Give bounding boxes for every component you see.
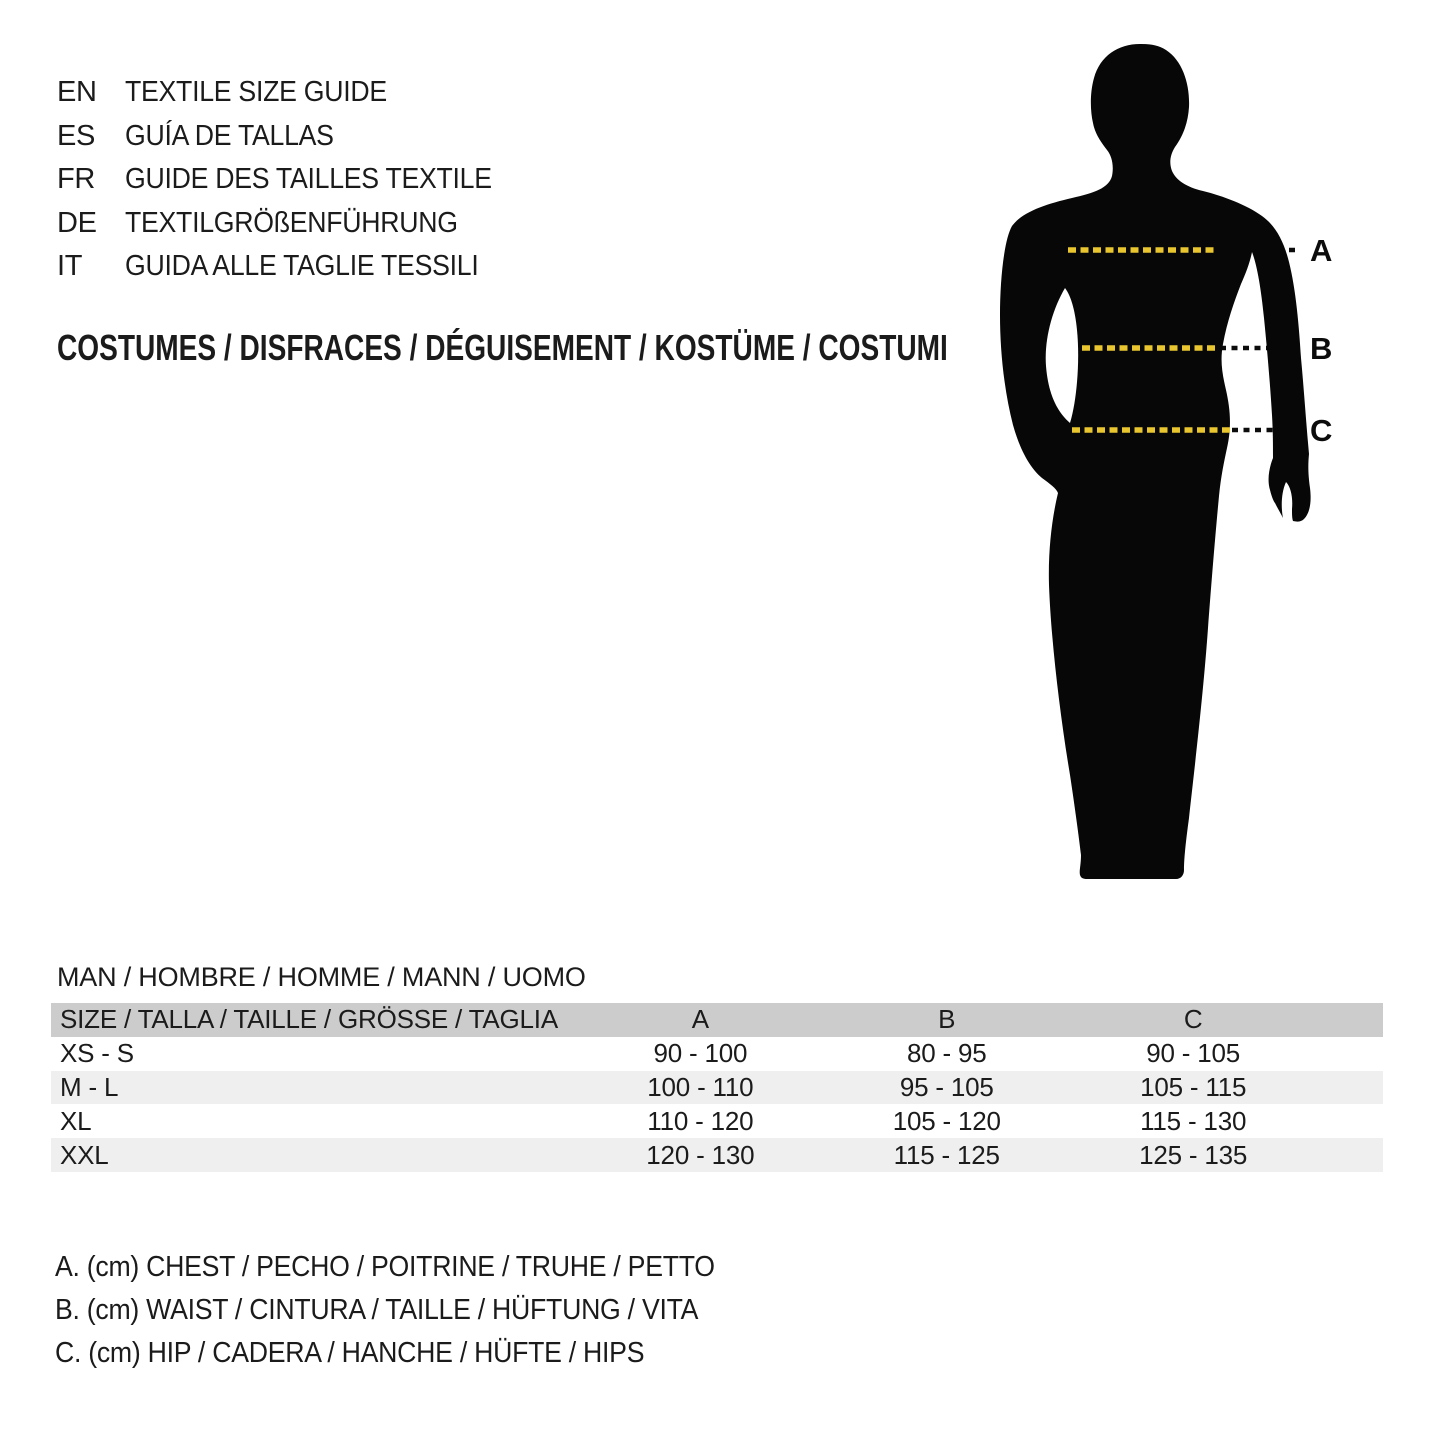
language-code: DE: [57, 206, 97, 239]
list-item: [57, 158, 524, 202]
value-cell-a: 120 - 130: [646, 1139, 755, 1170]
size-cell: M - L: [60, 1071, 119, 1102]
header-cell-a: A: [691, 1004, 709, 1035]
language-label: TEXTILE SIZE GUIDE: [125, 76, 387, 108]
language-label: GUÍA DE TALLAS: [125, 119, 334, 152]
size-cell: XL: [60, 1105, 92, 1136]
value-cell-b: 95 - 105: [899, 1071, 994, 1102]
list-item: [57, 115, 524, 159]
value-cell-c: 125 - 135: [1139, 1139, 1248, 1170]
measurement-legend: [55, 1246, 772, 1375]
value-cell-b: 115 - 125: [893, 1139, 1000, 1170]
measurement-label-b: B: [1310, 331, 1333, 366]
legend-line-hip: C. (cm) HIP / CADERA / HANCHE / HÜFTE / HIPS: [55, 1337, 645, 1369]
list-item: [57, 245, 524, 289]
language-code: ES: [57, 119, 96, 152]
language-code: IT: [57, 250, 83, 282]
header-cell-spacer: [1316, 1003, 1383, 1037]
legend-line-chest: A. (cm) CHEST / PECHO / POITRINE / TRUHE / PETTO: [55, 1251, 715, 1283]
value-cell-a: 90 - 100: [653, 1038, 748, 1069]
category-heading: COSTUMES / DISFRACES / DÉGUISEMENT / KOSTÜME / COSTUMI: [57, 327, 948, 368]
man-silhouette: [1000, 44, 1311, 879]
value-cell-c: 115 - 130: [1140, 1105, 1247, 1136]
spacer-cell: [1316, 1037, 1383, 1071]
spacer-cell: [1316, 1138, 1383, 1172]
language-label: TEXTILGRÖßENFÜHRUNG: [125, 206, 458, 239]
header-cell-c: C: [1183, 1004, 1203, 1035]
header-cell-b: B: [938, 1004, 956, 1035]
measurement-label-a: A: [1310, 233, 1333, 268]
language-label: GUIDE DES TAILLES TEXTILE: [125, 163, 492, 195]
table-row-xxl: [51, 1138, 1383, 1172]
table-row-xl: [51, 1104, 1383, 1138]
value-cell-b: 80 - 95: [906, 1038, 987, 1069]
size-table: [51, 1003, 1383, 1172]
size-cell: XXL: [60, 1139, 109, 1170]
table-row-m-l: [51, 1071, 1383, 1105]
language-code: FR: [57, 163, 96, 195]
value-cell-c: 105 - 115: [1140, 1071, 1247, 1102]
spacer-cell: [1316, 1104, 1383, 1138]
legend-line-waist: B. (cm) WAIST / CINTURA / TAILLE / HÜFTUNG / VITA: [55, 1294, 699, 1326]
right-hand-slit: [1283, 485, 1291, 520]
size-table-header-row: [51, 1003, 1383, 1037]
measurement-label-c: C: [1310, 413, 1333, 448]
value-cell-c: 90 - 105: [1146, 1038, 1241, 1069]
language-code: EN: [57, 76, 97, 108]
value-cell-b: 105 - 120: [892, 1105, 1001, 1136]
list-item: [57, 71, 524, 115]
value-cell-a: 100 - 110: [647, 1071, 754, 1102]
size-cell: XS - S: [60, 1038, 134, 1069]
value-cell-a: 110 - 120: [647, 1105, 754, 1136]
list-item: [57, 202, 524, 246]
language-title-list: [57, 71, 524, 289]
header-cell-size: SIZE / TALLA / TAILLE / GRÖSSE / TAGLIA: [60, 1004, 558, 1035]
man-measurement-figure: [980, 30, 1340, 930]
spacer-cell: [1316, 1071, 1383, 1105]
section-heading-man: MAN / HOMBRE / HOMME / MANN / UOMO: [57, 962, 586, 992]
table-row-xs-s: [51, 1037, 1383, 1071]
man-silhouette-svg: [980, 30, 1340, 930]
language-label: GUIDA ALLE TAGLIE TESSILI: [125, 250, 479, 282]
